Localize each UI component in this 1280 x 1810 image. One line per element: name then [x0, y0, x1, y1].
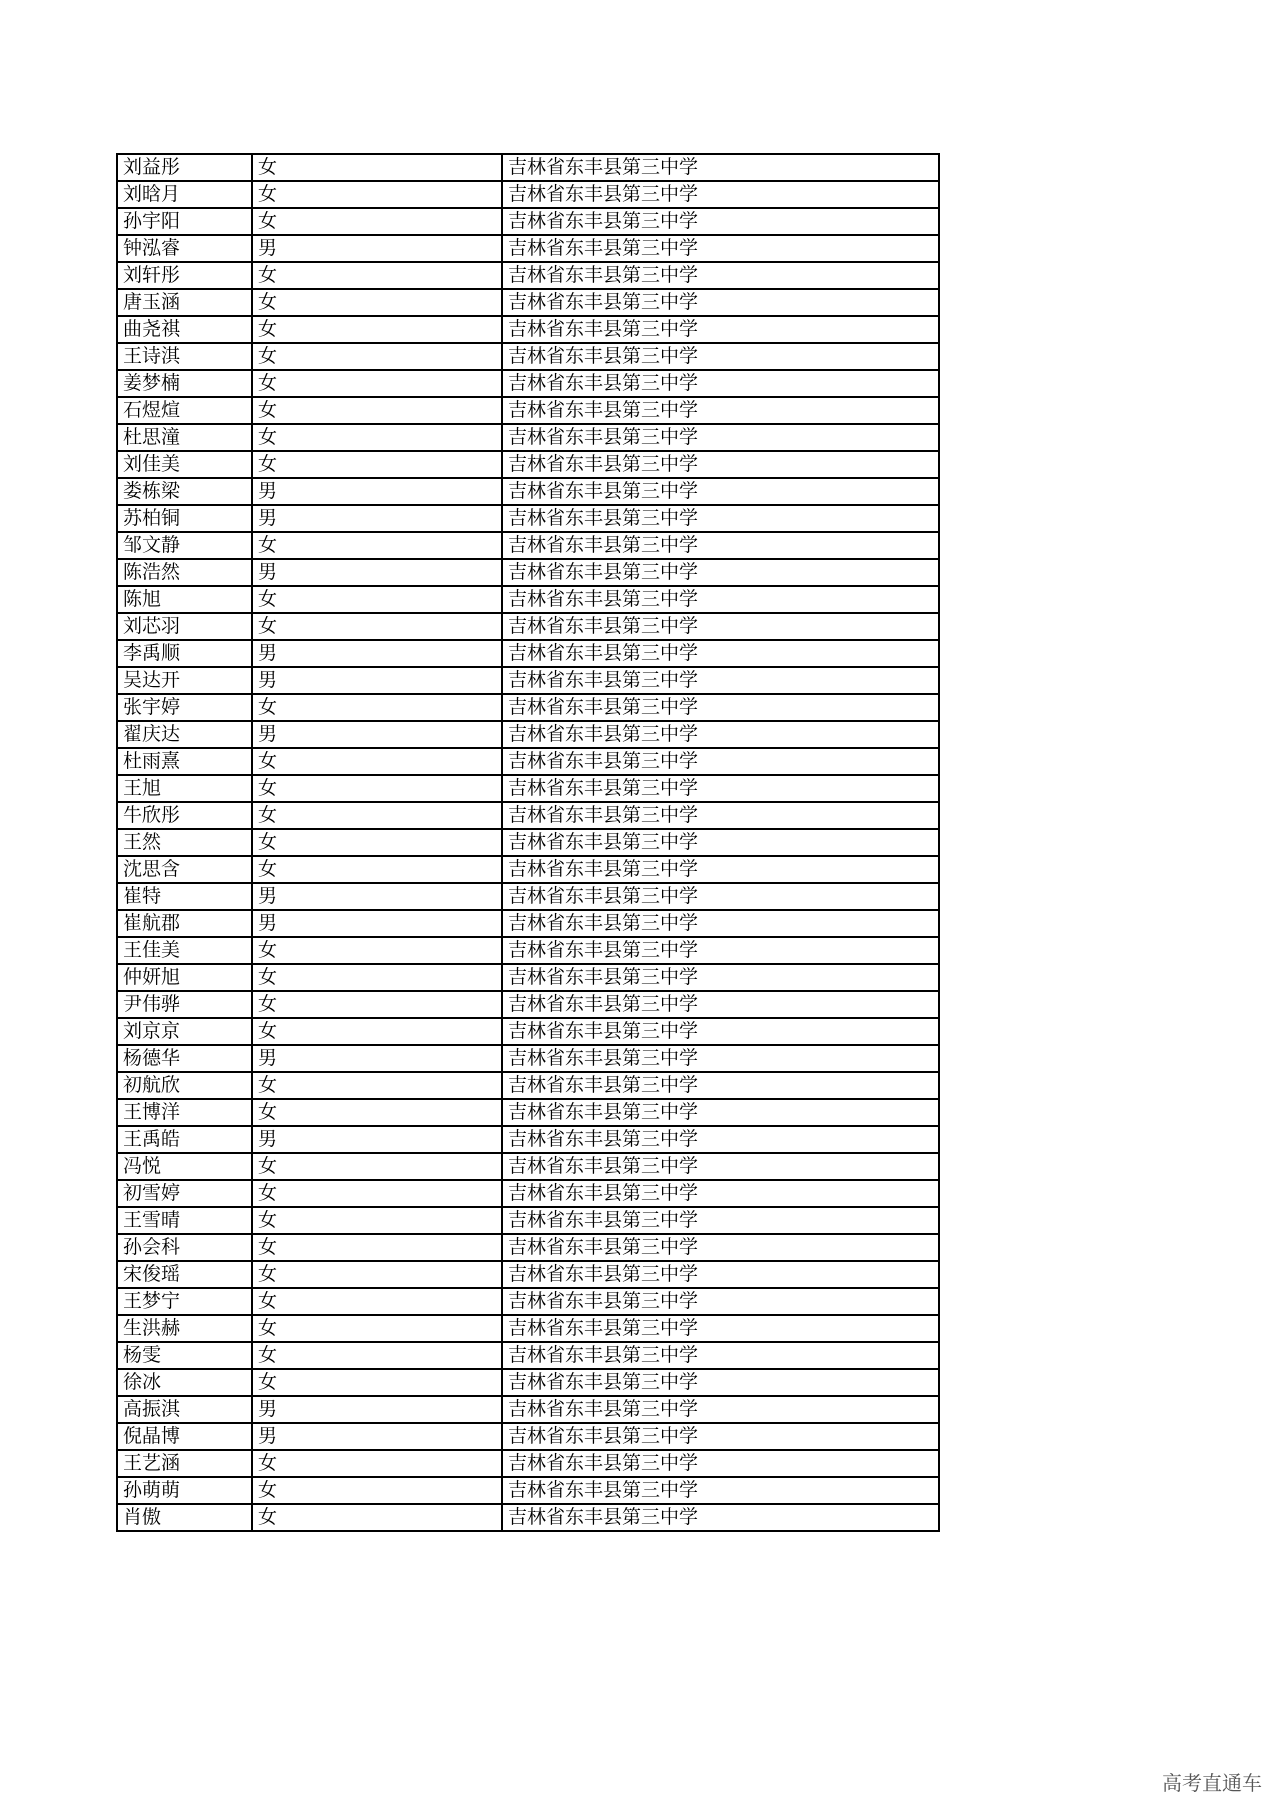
student-name-cell: 宋俊瑶	[117, 1261, 252, 1288]
gender-cell: 女	[252, 586, 502, 613]
student-name-cell: 姜梦楠	[117, 370, 252, 397]
gender-cell: 女	[252, 1369, 502, 1396]
table-row	[117, 1423, 939, 1450]
gender-cell: 女	[252, 1099, 502, 1126]
school-cell: 吉林省东丰县第三中学	[502, 829, 939, 856]
table-row	[117, 1261, 939, 1288]
gender-cell: 女	[252, 1288, 502, 1315]
gender-cell: 女	[252, 1261, 502, 1288]
gender-cell: 女	[252, 748, 502, 775]
school-cell: 吉林省东丰县第三中学	[502, 640, 939, 667]
student-roster-table	[116, 153, 940, 1532]
school-cell: 吉林省东丰县第三中学	[502, 1477, 939, 1504]
school-cell: 吉林省东丰县第三中学	[502, 694, 939, 721]
student-name-cell: 杜思潼	[117, 424, 252, 451]
gender-cell: 女	[252, 532, 502, 559]
school-cell: 吉林省东丰县第三中学	[502, 289, 939, 316]
school-cell: 吉林省东丰县第三中学	[502, 316, 939, 343]
school-cell: 吉林省东丰县第三中学	[502, 1288, 939, 1315]
student-name-cell: 崔航郡	[117, 910, 252, 937]
table-row	[117, 721, 939, 748]
student-name-cell: 王佳美	[117, 937, 252, 964]
gender-cell: 女	[252, 397, 502, 424]
school-cell: 吉林省东丰县第三中学	[502, 1099, 939, 1126]
student-name-cell: 王诗淇	[117, 343, 252, 370]
table-row	[117, 1504, 939, 1531]
gender-cell: 女	[252, 316, 502, 343]
school-cell: 吉林省东丰县第三中学	[502, 721, 939, 748]
table-row	[117, 991, 939, 1018]
school-cell: 吉林省东丰县第三中学	[502, 1180, 939, 1207]
gender-cell: 男	[252, 910, 502, 937]
gender-cell: 女	[252, 208, 502, 235]
table-row	[117, 748, 939, 775]
student-name-cell: 张宇婷	[117, 694, 252, 721]
table-row	[117, 1207, 939, 1234]
student-name-cell: 陈浩然	[117, 559, 252, 586]
gender-cell: 女	[252, 289, 502, 316]
table-row	[117, 289, 939, 316]
student-name-cell: 王梦宁	[117, 1288, 252, 1315]
school-cell: 吉林省东丰县第三中学	[502, 262, 939, 289]
student-name-cell: 邹文静	[117, 532, 252, 559]
table-row	[117, 1396, 939, 1423]
student-name-cell: 刘京京	[117, 1018, 252, 1045]
table-row	[117, 964, 939, 991]
school-cell: 吉林省东丰县第三中学	[502, 613, 939, 640]
table-row	[117, 1288, 939, 1315]
table-row	[117, 1477, 939, 1504]
school-cell: 吉林省东丰县第三中学	[502, 1207, 939, 1234]
table-row	[117, 1099, 939, 1126]
table-row	[117, 586, 939, 613]
student-name-cell: 杜雨熹	[117, 748, 252, 775]
school-cell: 吉林省东丰县第三中学	[502, 775, 939, 802]
school-cell: 吉林省东丰县第三中学	[502, 748, 939, 775]
gender-cell: 女	[252, 1153, 502, 1180]
gender-cell: 男	[252, 235, 502, 262]
school-cell: 吉林省东丰县第三中学	[502, 964, 939, 991]
school-cell: 吉林省东丰县第三中学	[502, 1072, 939, 1099]
table-row	[117, 1234, 939, 1261]
student-name-cell: 王艺涵	[117, 1450, 252, 1477]
student-name-cell: 钟泓睿	[117, 235, 252, 262]
student-name-cell: 尹伟骅	[117, 991, 252, 1018]
school-cell: 吉林省东丰县第三中学	[502, 451, 939, 478]
school-cell: 吉林省东丰县第三中学	[502, 1234, 939, 1261]
student-name-cell: 娄栋梁	[117, 478, 252, 505]
school-cell: 吉林省东丰县第三中学	[502, 370, 939, 397]
school-cell: 吉林省东丰县第三中学	[502, 1396, 939, 1423]
student-name-cell: 刘轩彤	[117, 262, 252, 289]
student-name-cell: 苏柏铜	[117, 505, 252, 532]
gender-cell: 女	[252, 775, 502, 802]
student-name-cell: 生洪赫	[117, 1315, 252, 1342]
school-cell: 吉林省东丰县第三中学	[502, 1126, 939, 1153]
gender-cell: 男	[252, 1396, 502, 1423]
student-name-cell: 曲尧祺	[117, 316, 252, 343]
school-cell: 吉林省东丰县第三中学	[502, 397, 939, 424]
table-row	[117, 1018, 939, 1045]
table-row	[117, 613, 939, 640]
student-name-cell: 陈旭	[117, 586, 252, 613]
student-name-cell: 徐冰	[117, 1369, 252, 1396]
school-cell: 吉林省东丰县第三中学	[502, 1369, 939, 1396]
gender-cell: 女	[252, 1018, 502, 1045]
student-name-cell: 王博洋	[117, 1099, 252, 1126]
student-name-cell: 肖傲	[117, 1504, 252, 1531]
gender-cell: 女	[252, 451, 502, 478]
table-row	[117, 1072, 939, 1099]
student-name-cell: 杨雯	[117, 1342, 252, 1369]
table-row	[117, 478, 939, 505]
gender-cell: 男	[252, 1045, 502, 1072]
gender-cell: 女	[252, 1477, 502, 1504]
table-row	[117, 235, 939, 262]
gender-cell: 男	[252, 1423, 502, 1450]
school-cell: 吉林省东丰县第三中学	[502, 1450, 939, 1477]
school-cell: 吉林省东丰县第三中学	[502, 883, 939, 910]
table-row	[117, 154, 939, 181]
school-cell: 吉林省东丰县第三中学	[502, 991, 939, 1018]
table-row	[117, 937, 939, 964]
table-row	[117, 1342, 939, 1369]
gender-cell: 女	[252, 1180, 502, 1207]
gender-cell: 女	[252, 154, 502, 181]
gender-cell: 女	[252, 991, 502, 1018]
gender-cell: 女	[252, 1504, 502, 1531]
table-row	[117, 343, 939, 370]
student-name-cell: 杨德华	[117, 1045, 252, 1072]
school-cell: 吉林省东丰县第三中学	[502, 1153, 939, 1180]
school-cell: 吉林省东丰县第三中学	[502, 1315, 939, 1342]
student-name-cell: 王雪晴	[117, 1207, 252, 1234]
student-name-cell: 刘佳美	[117, 451, 252, 478]
school-cell: 吉林省东丰县第三中学	[502, 856, 939, 883]
student-name-cell: 倪晶博	[117, 1423, 252, 1450]
school-cell: 吉林省东丰县第三中学	[502, 208, 939, 235]
student-name-cell: 李禹顺	[117, 640, 252, 667]
gender-cell: 女	[252, 694, 502, 721]
student-name-cell: 唐玉涵	[117, 289, 252, 316]
gender-cell: 男	[252, 667, 502, 694]
table-row	[117, 208, 939, 235]
table-row	[117, 451, 939, 478]
school-cell: 吉林省东丰县第三中学	[502, 235, 939, 262]
table-row	[117, 1180, 939, 1207]
gender-cell: 男	[252, 478, 502, 505]
gender-cell: 男	[252, 883, 502, 910]
table-row	[117, 883, 939, 910]
gender-cell: 女	[252, 262, 502, 289]
table-row	[117, 1369, 939, 1396]
table-row	[117, 532, 939, 559]
student-name-cell: 刘芯羽	[117, 613, 252, 640]
school-cell: 吉林省东丰县第三中学	[502, 586, 939, 613]
gender-cell: 女	[252, 1234, 502, 1261]
student-name-cell: 刘晗月	[117, 181, 252, 208]
school-cell: 吉林省东丰县第三中学	[502, 937, 939, 964]
gender-cell: 女	[252, 964, 502, 991]
student-name-cell: 石煜煊	[117, 397, 252, 424]
school-cell: 吉林省东丰县第三中学	[502, 910, 939, 937]
student-name-cell: 沈思含	[117, 856, 252, 883]
school-cell: 吉林省东丰县第三中学	[502, 478, 939, 505]
table-row	[117, 667, 939, 694]
gender-cell: 女	[252, 424, 502, 451]
school-cell: 吉林省东丰县第三中学	[502, 559, 939, 586]
school-cell: 吉林省东丰县第三中学	[502, 154, 939, 181]
gender-cell: 女	[252, 1450, 502, 1477]
school-cell: 吉林省东丰县第三中学	[502, 1504, 939, 1531]
student-name-cell: 孙宇阳	[117, 208, 252, 235]
gender-cell: 女	[252, 802, 502, 829]
student-name-cell: 王禹皓	[117, 1126, 252, 1153]
table-row	[117, 640, 939, 667]
table-row	[117, 181, 939, 208]
student-name-cell: 初航欣	[117, 1072, 252, 1099]
table-row	[117, 370, 939, 397]
student-name-cell: 崔特	[117, 883, 252, 910]
gender-cell: 女	[252, 829, 502, 856]
school-cell: 吉林省东丰县第三中学	[502, 667, 939, 694]
school-cell: 吉林省东丰县第三中学	[502, 1018, 939, 1045]
table-row	[117, 505, 939, 532]
school-cell: 吉林省东丰县第三中学	[502, 505, 939, 532]
table-row	[117, 775, 939, 802]
gender-cell: 女	[252, 1072, 502, 1099]
school-cell: 吉林省东丰县第三中学	[502, 1423, 939, 1450]
student-name-cell: 初雪婷	[117, 1180, 252, 1207]
gender-cell: 男	[252, 505, 502, 532]
table-row	[117, 397, 939, 424]
school-cell: 吉林省东丰县第三中学	[502, 181, 939, 208]
table-row	[117, 802, 939, 829]
table-row	[117, 316, 939, 343]
student-name-cell: 王旭	[117, 775, 252, 802]
table-row	[117, 1126, 939, 1153]
table-row	[117, 1153, 939, 1180]
student-name-cell: 牛欣彤	[117, 802, 252, 829]
school-cell: 吉林省东丰县第三中学	[502, 1342, 939, 1369]
student-name-cell: 刘益彤	[117, 154, 252, 181]
table-row	[117, 559, 939, 586]
gender-cell: 男	[252, 559, 502, 586]
gender-cell: 女	[252, 343, 502, 370]
school-cell: 吉林省东丰县第三中学	[502, 532, 939, 559]
table-row	[117, 856, 939, 883]
school-cell: 吉林省东丰县第三中学	[502, 1045, 939, 1072]
student-name-cell: 冯悦	[117, 1153, 252, 1180]
student-name-cell: 翟庆达	[117, 721, 252, 748]
student-name-cell: 孙会科	[117, 1234, 252, 1261]
gender-cell: 女	[252, 181, 502, 208]
table-row	[117, 1315, 939, 1342]
gender-cell: 女	[252, 937, 502, 964]
gender-cell: 女	[252, 856, 502, 883]
gender-cell: 男	[252, 640, 502, 667]
school-cell: 吉林省东丰县第三中学	[502, 424, 939, 451]
table-row	[117, 1045, 939, 1072]
table-row	[117, 694, 939, 721]
student-name-cell: 吴达开	[117, 667, 252, 694]
gender-cell: 女	[252, 1315, 502, 1342]
gender-cell: 女	[252, 1207, 502, 1234]
gender-cell: 男	[252, 1126, 502, 1153]
student-name-cell: 高振淇	[117, 1396, 252, 1423]
gender-cell: 男	[252, 721, 502, 748]
watermark-text: 高考直通车	[1162, 1771, 1262, 1795]
student-name-cell: 仲妍旭	[117, 964, 252, 991]
gender-cell: 女	[252, 613, 502, 640]
school-cell: 吉林省东丰县第三中学	[502, 1261, 939, 1288]
school-cell: 吉林省东丰县第三中学	[502, 343, 939, 370]
gender-cell: 女	[252, 370, 502, 397]
table-row	[117, 829, 939, 856]
table-row	[117, 424, 939, 451]
school-cell: 吉林省东丰县第三中学	[502, 802, 939, 829]
gender-cell: 女	[252, 1342, 502, 1369]
table-row	[117, 262, 939, 289]
student-name-cell: 王然	[117, 829, 252, 856]
table-row	[117, 910, 939, 937]
student-name-cell: 孙萌萌	[117, 1477, 252, 1504]
roster-body	[117, 154, 939, 1531]
table-row	[117, 1450, 939, 1477]
